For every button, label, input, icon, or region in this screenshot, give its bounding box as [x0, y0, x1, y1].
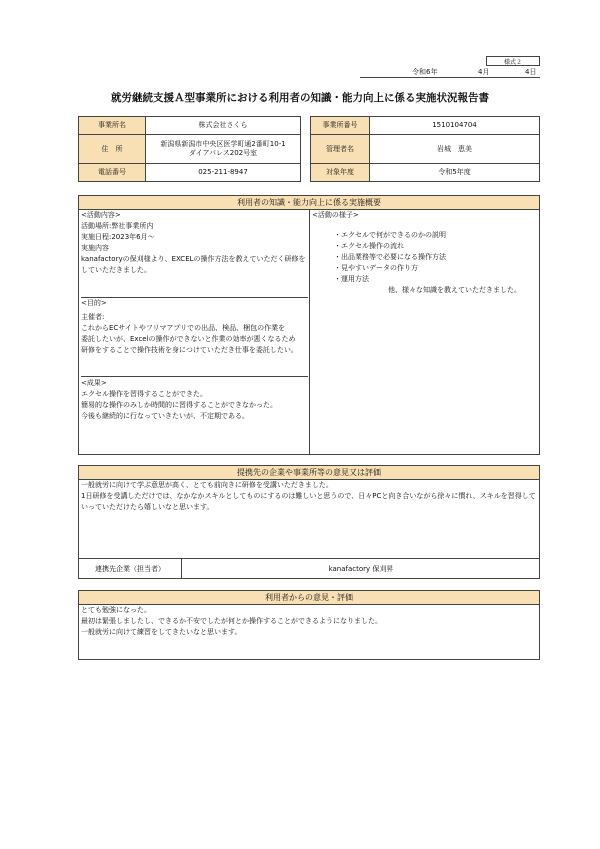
form-number: 様式２: [486, 56, 540, 66]
partner-row: [79, 558, 539, 578]
user-opinion: [78, 604, 540, 660]
activity-line: 活動場所:弊社事業所内: [81, 222, 154, 230]
manager-value: 岩城 恵美: [370, 135, 540, 163]
partner-opinion-line: 一般就労に向けて学ぶ意思が高く、とても前向きに研修を受講いただきました。: [81, 481, 333, 489]
partner-value: kanafactory 保刈昇: [328, 564, 394, 573]
date-day: 4日: [525, 68, 537, 76]
partner-opinion-line: いっていただけたら嬉しいなと思います。: [81, 503, 214, 511]
address-value: [146, 135, 301, 163]
scene-line: ・エクセルで何ができるのかの説明: [334, 231, 446, 239]
info-table-left: [78, 116, 301, 182]
activity-title: <活動内容>: [81, 211, 121, 219]
user-opinion-line: とても勉強になった。: [81, 606, 151, 614]
result-title: <成果>: [81, 379, 107, 387]
info-table-right: [310, 116, 540, 182]
activity-block: [81, 210, 308, 298]
scene-line: ・出品業務等で必要になる操作方法: [334, 253, 446, 261]
partner-opinion: [81, 480, 537, 558]
result-line: 今後も継続的に行なっていきたいが、不定期である。: [81, 412, 249, 420]
address-label: 住 所: [79, 135, 146, 163]
office-name-value: 株式会社さくら: [146, 117, 301, 135]
section1-header: 利用者の知識・能力向上に係る実施概要: [78, 195, 540, 210]
purpose-title: <目的>: [81, 299, 107, 307]
section3-header: 利用者からの意見・評価: [78, 590, 540, 605]
page-title: 就労継続支援Ａ型事業所における利用者の知識・能力向上に係る実施状況報告書: [111, 92, 489, 104]
section1-left-column: [79, 210, 310, 454]
scene-block: [312, 210, 539, 454]
purpose-line: これからECサイトやフリマアプリでの出品、検品、梱包の作業を: [81, 324, 286, 332]
phone-value: 025-211-8947: [146, 163, 301, 181]
user-opinion-line: 最初は緊張しましたし、できるか不安でしたが何とか操作することができるようになりました。: [81, 617, 382, 625]
user-opinion-line: 一般就労に向けて練習をしてきたいなと思います。: [81, 628, 242, 636]
phone-label: 電話番号: [79, 163, 146, 181]
date-line: [360, 66, 540, 78]
scene-line: ・見やすいデータの作り方: [334, 264, 418, 272]
purpose-line: 主催者:: [81, 313, 105, 321]
fiscal-year-label: 対象年度: [311, 163, 370, 181]
scene-note: 他、様々な知識を教えていただきました。: [388, 286, 521, 294]
date-year: 令和6年: [412, 68, 438, 76]
scene-line: ・エクセル操作の流れ: [334, 242, 404, 250]
result-block: [81, 378, 308, 454]
activity-line: していただきました。: [81, 266, 151, 274]
address-line1: 新潟県新潟市中央区医学町通2番町10-1: [160, 140, 286, 148]
manager-label: 管理者名: [311, 135, 370, 163]
activity-line: 実施日程:2023年6月～: [81, 233, 155, 241]
date-month: 4月: [478, 68, 490, 76]
purpose-block: [81, 298, 308, 377]
section2-header: 提携先の企業や事業所等の意見又は評価: [78, 465, 540, 480]
section1-body: [78, 209, 540, 455]
purpose-line: 研修をすることで操作技術を身につけていただき仕事を委託したい。: [81, 346, 298, 354]
fiscal-year-value: 令和5年度: [370, 163, 540, 181]
address-line2: ダイアパレス202号室: [188, 149, 258, 157]
partner-label: 連携先企業（担当者）: [79, 559, 182, 579]
purpose-line: 委託したいが、Excelの操作ができないと作業の効率が悪くなるため: [81, 335, 296, 343]
result-line: エクセル操作を習得することができた。: [81, 390, 207, 398]
activity-line: 実施内容: [81, 244, 109, 252]
result-line: 簡易的な操作のみしか時間的に習得することができなかった。: [81, 401, 277, 409]
section2-body: [78, 479, 540, 579]
office-name-label: 事業所名: [79, 117, 146, 135]
scene-line: ・運用方法: [334, 275, 369, 283]
scene-title: <活動の様子>: [312, 211, 359, 219]
partner-opinion-line: 1日研修を受講しただけでは、なかなかスキルとしてものにするのは難しいと思うので、日々PCと向き合いながら徐々に慣れ、スキルを習得して: [81, 492, 536, 500]
office-number-value: 1510104704: [370, 117, 540, 135]
office-number-label: 事業所番号: [311, 117, 370, 135]
activity-line: kanafactoryの保刈様より、EXCELの操作方法を教えていただく研修を: [81, 255, 306, 263]
